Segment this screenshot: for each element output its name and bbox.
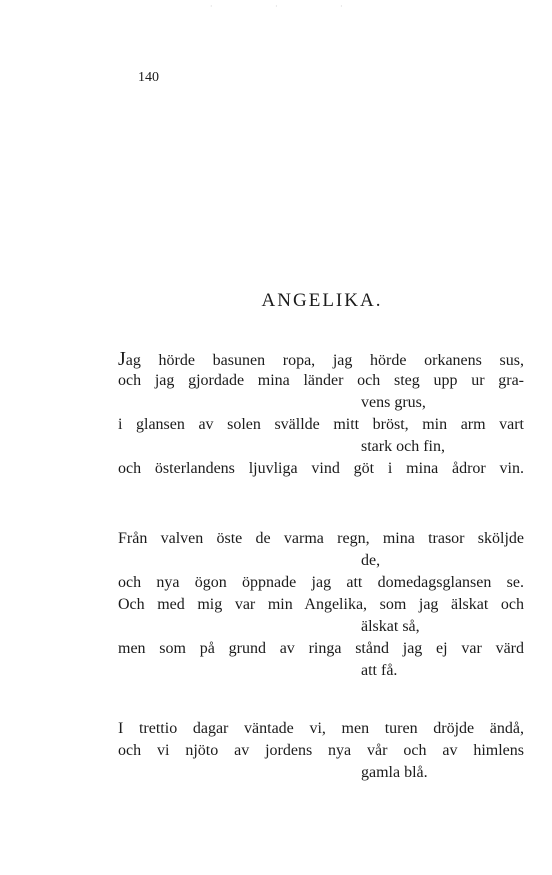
poem-line: i glansen av solen svällde mitt bröst, min arm vart — [118, 416, 524, 433]
poem-line-continuation: vens grus, — [361, 394, 426, 411]
poem-line: Och med mig var min Angelika, som jag älskat och — [118, 596, 524, 613]
poem-line: och österlandens ljuvliga vind göt i mina ådror vin. — [118, 460, 524, 477]
page-number: 140 — [138, 70, 159, 85]
poem-line-continuation: de, — [361, 552, 381, 569]
poem-line: Från valven öste de varma regn, mina trasor sköljde — [118, 530, 524, 547]
poem-line: och jag gjordade mina länder och steg upp ur gra- — [118, 372, 524, 389]
poem-line: men som på grund av ringa stånd jag ej var värd — [118, 640, 524, 657]
poem-line-continuation: gamla blå. — [361, 764, 428, 781]
poem-line: och nya ögon öppnade jag att domedagsglansen se. — [118, 574, 524, 591]
poem-line — [118, 348, 524, 370]
poem-line-continuation: att få. — [361, 662, 398, 679]
poem-line-text: ag hörde basunen ropa, jag hörde orkanens sus, — [125, 352, 524, 369]
poem-line: I trettio dagar väntade vi, men turen dröjde ändå, — [118, 720, 524, 737]
drop-cap: J — [118, 348, 126, 370]
poem-title: ANGELIKA. — [261, 290, 383, 311]
stanza-1 — [118, 348, 524, 480]
poem-line-continuation: älskat så, — [361, 618, 420, 635]
stanza-2 — [118, 528, 524, 682]
stanza-3 — [118, 718, 524, 784]
poem-line: och vi njöto av jordens nya vår och av himlens — [118, 742, 524, 759]
scan-specks: · · · — [210, 2, 373, 11]
poem-line-continuation: stark och fin, — [361, 438, 445, 455]
